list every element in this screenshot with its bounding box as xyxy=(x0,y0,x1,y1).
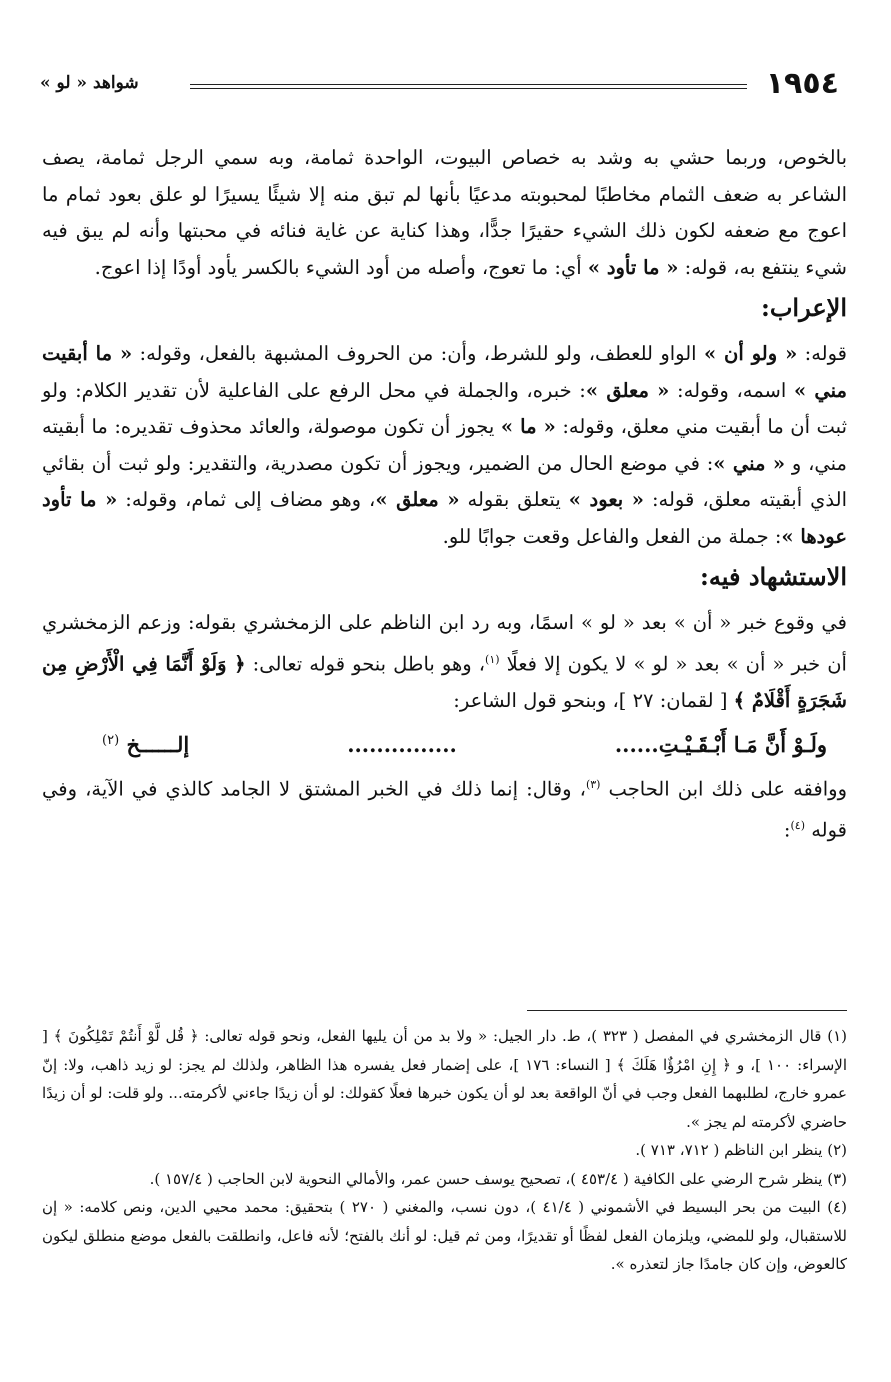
quoted-term: « ولو أن » xyxy=(703,342,798,365)
text-run: : جملة من الفعل والفاعل وقعت جوابًا للو. xyxy=(442,524,782,548)
footnotes xyxy=(42,1022,847,1279)
header-rule xyxy=(190,84,747,89)
footnote-marker: (١) xyxy=(485,652,500,666)
text-run: ، وقال: إنما ذلك في الخبر المشتق لا الجامد كالذي في الآية، وفي قوله xyxy=(42,777,847,842)
quoted-term: « معلق » xyxy=(585,378,670,402)
verse-etc: إلــــــخ $^{(٢)}$ xyxy=(102,732,190,757)
text-run: يتعلق بقوله xyxy=(459,488,569,511)
footnote-2: (٢) ينظر ابن الناظم ( ٧١٢، ٧١٣ ). xyxy=(635,1141,847,1159)
quoted-term: « ما » xyxy=(500,415,556,438)
paragraph-explanation-text: بالخوص، وربما حشي به وشد به خصاص البيوت، الواحدة ثمامة، وبه سمي الرجل ثمامة، يصف الشاعر به ضعف الثمام مخاطبًا لمحبوبته مدعيًا بأنها لم تبق منه إلا شيئًا يسيرًا لو علق بعود ثمام ما اعوج مع ضعفه لكون ذلك الشيء حقيرًا جدًّا، وهذا كناية عن غاية فنائه في محبتها وأنه لم يبق فيه شيء ينتفع به، قوله: xyxy=(42,146,847,279)
text-run: : في موضع الحال من الضمير، ويجوز أن تكون مصدرية، والتقدير: ولو ثبت أن بقائي الذي أبقيته معلق، قوله: xyxy=(42,451,848,511)
text-run: ، وهو باطل بنحو قوله تعالى: xyxy=(245,652,486,675)
footnote-marker: (٣) xyxy=(585,778,601,791)
section-heading-istishhad: الاستشهاد فيه: xyxy=(700,562,847,591)
paragraph-explanation-end: أي: ما تعوج، وأصله من أود الشيء بالكسر يأود أودًا إذا اعوج. xyxy=(94,255,582,279)
text-run: قوله: xyxy=(797,342,847,365)
quoted-term: « مني » xyxy=(713,451,786,475)
quoted-term: « ما أبقيت مني » xyxy=(42,342,848,402)
quoted-term: « معلق » xyxy=(375,488,460,511)
quoted-term: « ما تأود » xyxy=(587,255,679,279)
quoted-term: « بعود » xyxy=(568,488,644,511)
paragraph-closing xyxy=(42,767,847,849)
running-title: شواهد « لو » xyxy=(40,73,139,93)
footnote-3: (٣) ينظر شرح الرضي على الكافية ( ٤٥٣/٤ )، تصحيح يوسف حسن عمر، والأمالي النحوية لابن الحاجب ( ١٥٧/٤ ). xyxy=(149,1169,847,1188)
text-run: الواو للعطف، ولو للشرط، وأن: من الحروف المشبهة بالفعل، وقوله: xyxy=(132,342,704,365)
paragraph-explanation xyxy=(42,140,847,286)
quoted-term: ﴿ وَلَوْ أَنَّمَا فِي الْأَرْضِ مِن شَجَرَةٍ أَقْلَامٌ ﴾ xyxy=(42,652,847,712)
quoted-term: « ما تأود عودها » xyxy=(42,488,847,548)
footnote-marker: (٤) xyxy=(790,819,805,832)
paragraph-istishhad xyxy=(42,605,847,719)
verse-footnote-mark: (٢) xyxy=(102,733,120,748)
footnote-1: (١) قال الزمخشري في المفصل ( ٣٢٣ )، ط. دار الجيل: « ولا بد من أن يليها الفعل، ونحو قوله تعالى: ﴿ قُل لَّوْ أَنتُمْ تَمْلِكُونَ ﴾ [ الإسراء: ١٠٠ ]، و ﴿ إِنِ امْرُؤٌا هَلَكَ ﴾ [ النساء: ١٧٦ ]، على إضمار فعل يفسره هذا الظاهر، ولذلك لم يجز: لو زيد ذاهب، ولا: إنّ عمرو خارج، لطلبهما الفعل وجب في أنّ الواقعة بعد لو أن يكون خبرها فعلًا كقولك: لو أن زيدًا جاءني لأكرمته... ولو قلت: لو أن زيدًا حاضري لأكرمته لم يجز ». xyxy=(42,1027,847,1131)
running-header xyxy=(40,66,839,106)
verse-dots: ............... xyxy=(347,732,457,757)
paragraph-irab xyxy=(42,336,847,555)
main-text xyxy=(42,140,847,849)
page-number: ١٩٥٤ xyxy=(765,66,839,101)
poetry-verse xyxy=(42,719,847,767)
footnote-4: (٤) البيت من بحر البسيط في الأشموني ( ٤١/٤ )، دون نسب، والمغني ( ٢٧٠ ) بتحقيق: محمد محيي الدين، ونص كلامه: « إن للاستقبال، ولو للمضي، ويلزمان الفعل لفظًا أو تقديرًا، ومن ثم قيل: لو أنك بالفتح؛ لأنه فاعل، وانطلقت بالفعل موضع منطلق ليكون كالعوض، وإن كان جامدًا جاز لتعذره ». xyxy=(42,1198,847,1273)
section-heading-irab: الإعراب: xyxy=(760,293,847,322)
verse-first-hemistich: ولَـوْ أَنَّ مَـا أَبْـقَـيْـتِ...... xyxy=(614,732,827,757)
text-run: ، وهو مضاف إلى ثمام، وقوله: xyxy=(117,488,376,511)
text-run: : xyxy=(783,818,791,842)
text-run: : خبره، والجملة في محل الرفع على الفاعلية لأن تقدير الكلام: ولو ثبت أن ما أبقيت مني معلق، وقوله: xyxy=(42,378,847,438)
text-run: ووافقه على ذلك ابن الحاجب xyxy=(600,777,847,801)
text-run: [ لقمان: ٢٧ ]، وبنحو قول الشاعر: xyxy=(453,688,734,712)
text-run: يجوز أن تكون موصولة، والعائد محذوف تقديره: ما أبقيته مني، و xyxy=(42,415,847,475)
text-run: في وقوع خبر « أن » بعد « لو » اسمًا، وبه رد ابن الناظم على الزمخشري بقوله: وزعم الزمخشري أن خبر « أن » بعد « لو » لا يكون إلا فعلًا xyxy=(42,611,847,675)
footnote-separator xyxy=(527,1010,847,1011)
text-run: اسمه، وقوله: xyxy=(669,378,794,402)
